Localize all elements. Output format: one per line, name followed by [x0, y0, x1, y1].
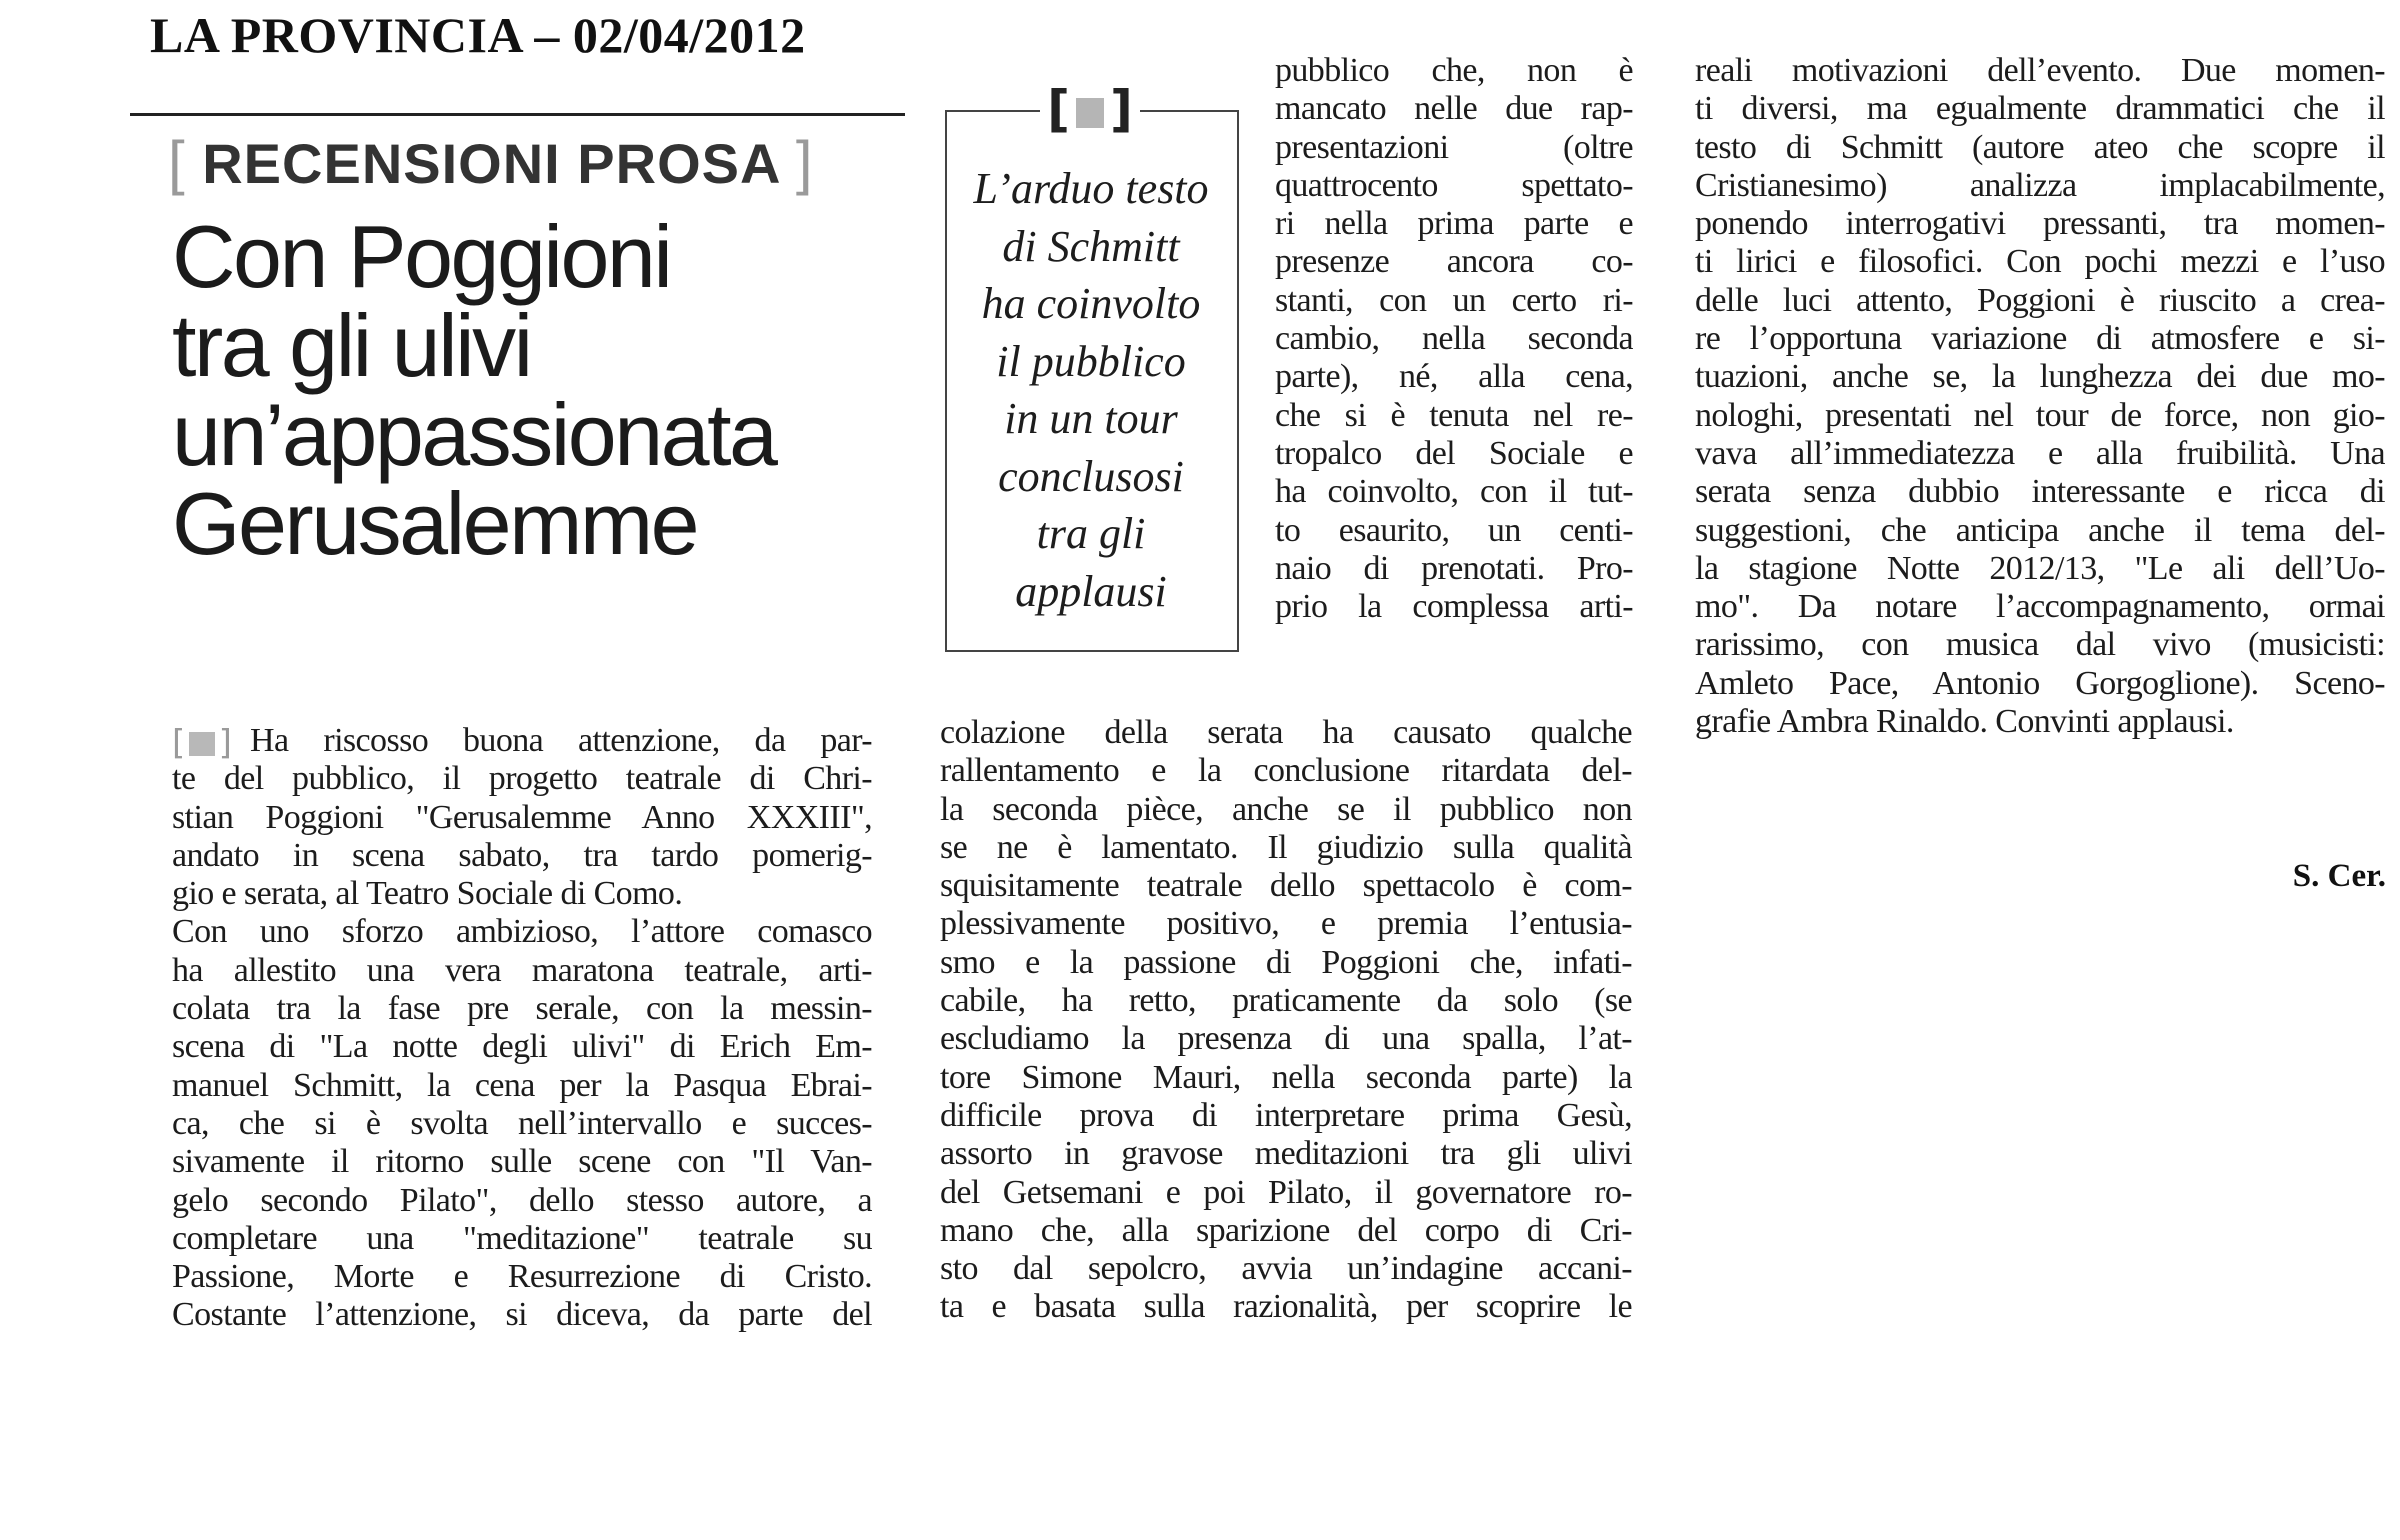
pull-quote-line: applausi — [1015, 566, 1167, 616]
pull-quote-line: conclusosi — [998, 451, 1184, 501]
column-line: stanti, con un certo ri- — [1275, 281, 1633, 319]
author-signature: S. Cer. — [2292, 858, 2386, 894]
column-line: serata senza dubbio interessante e ricca di — [1695, 473, 2385, 511]
column-line: escludiamo la presenza di una spalla, l’at- — [940, 1020, 1632, 1058]
column-line: reali motivazioni dell’evento. Due momen- — [1695, 52, 2385, 89]
column-line: mo". Da notare l’accompagnamento, ormai — [1695, 588, 2385, 626]
pull-quote-line: ha coinvolto — [981, 279, 1201, 328]
section-open-bracket: [ — [168, 129, 186, 196]
column-line: difficile prova di interpretare prima Gesù, — [940, 1096, 1632, 1134]
headline-line: un’appassionata — [172, 385, 776, 484]
column-line: cabile, ha retto, praticamente da solo (se — [940, 982, 1632, 1020]
article-column-2-bottom — [940, 714, 1632, 1327]
headline-line: Gerusalemme — [172, 474, 698, 573]
column-line: Cristianesimo) analizza implacabilmente, — [1695, 166, 2385, 204]
column-line: gelo secondo Pilato", dello stesso autore, a — [172, 1181, 872, 1219]
column-line: testo di Schmitt (autore ateo che scopre il — [1695, 128, 2385, 166]
column-line: Amleto Pace, Antonio Gorgoglione). Sceno- — [1695, 664, 2385, 702]
column-line: Costante l’attenzione, si diceva, da parte del — [172, 1296, 872, 1334]
article-column-3 — [1695, 52, 2385, 741]
column-line: che si è tenuta nel re- — [1275, 396, 1633, 434]
column-line: la seconda pièce, anche se il pubblico non — [940, 790, 1632, 828]
section-close-bracket: ] — [795, 129, 814, 196]
column-line: presentazioni (oltre — [1275, 128, 1633, 166]
column-line: se ne è lamentato. Il giudizio sulla qualità — [940, 828, 1632, 866]
column-line: ri nella prima parte e — [1275, 205, 1633, 243]
pull-quote-text — [955, 160, 1227, 620]
column-line: sivamente il ritorno sulle scene con "Il Van- — [172, 1143, 872, 1181]
column-line — [172, 722, 872, 760]
column-line: mano che, alla sparizione del corpo di Cri- — [940, 1211, 1632, 1249]
pull-quote-line: il pubblico — [996, 336, 1186, 386]
column-line: colata tra la fase pre serale, con la messin- — [172, 990, 872, 1028]
column-line: del Getsemani e poi Pilato, il governatore ro- — [940, 1173, 1632, 1211]
pull-quote-line: in un tour — [1004, 394, 1178, 443]
column-line: quattrocento spettato- — [1275, 166, 1633, 204]
column-line: pubblico che, non è — [1275, 52, 1633, 89]
column-line: suggestioni, che anticipa anche il tema del- — [1695, 511, 2385, 549]
column-line: ti diversi, ma egualmente drammatici che il — [1695, 90, 2385, 128]
column-line: delle luci attento, Poggioni è riuscito a crea- — [1695, 281, 2385, 319]
column-line: plessivamente positivo, e premia l’entusia- — [940, 905, 1632, 943]
column-line: ha allestito una vera maratona teatrale, arti- — [172, 951, 872, 989]
section-label-text: RECENSIONI PROSA — [202, 132, 780, 195]
column-line: prio la complessa arti- — [1275, 588, 1633, 626]
article-column-1 — [172, 722, 872, 1335]
column-line: te del pubblico, il progetto teatrale di Chri- — [172, 760, 872, 798]
article-column-2-top — [1275, 52, 1633, 626]
column-line: assorto in gravose meditazioni tra gli ulivi — [940, 1135, 1632, 1173]
column-line: la stagione Notte 2012/13, "Le ali dell’Uo- — [1695, 549, 2385, 587]
pull-quote-line: di Schmitt — [1002, 221, 1180, 271]
column-line: rallentamento e la conclusione ritardata del- — [940, 752, 1632, 790]
pull-quote-line: L’arduo testo — [973, 164, 1209, 213]
column-line: presenze ancora co- — [1275, 243, 1633, 281]
column-line: gio e serata, al Teatro Sociale di Como. — [172, 875, 683, 913]
column-line: rarissimo, con musica dal vivo (musicisti: — [1695, 626, 2385, 664]
column-line: cambio, nella seconda — [1275, 320, 1633, 358]
column-line: grafie Ambra Rinaldo. Convinti applausi. — [1695, 703, 2234, 741]
pull-quote-rule-left — [945, 110, 1040, 112]
column-line: vava all’immediatezza e alla fruibilità. Una — [1695, 434, 2385, 472]
column-line: ta e basata sulla razionalità, per scoprire le — [940, 1288, 1632, 1326]
column-line: Passione, Morte e Resurrezione di Cristo. — [172, 1258, 872, 1296]
column-line: Con uno sforzo ambizioso, l’attore comasco — [172, 913, 872, 951]
section-label — [168, 128, 814, 197]
column-line: tropalco del Sociale e — [1275, 434, 1633, 472]
lead-bracket-icon: [ ] — [172, 723, 232, 761]
column-line: colazione della serata ha causato qualche — [940, 714, 1632, 751]
column-line: ponendo interrogativi pressanti, tra momen- — [1695, 205, 2385, 243]
column-line: sto dal sepolcro, avvia un’indagine accani- — [940, 1250, 1632, 1288]
headline-line: tra gli ulivi — [172, 296, 531, 395]
column-line: completare una "meditazione" teatrale su — [172, 1219, 872, 1257]
column-line: parte), né, alla cena, — [1275, 358, 1633, 396]
column-line-text: Ha riscosso buona attenzione, da par- — [250, 722, 872, 759]
article-headline — [172, 207, 892, 573]
column-line: andato in scena sabato, tra tardo pomerig- — [172, 836, 872, 874]
column-line: scena di "La notte degli ulivi" di Erich Em- — [172, 1028, 872, 1066]
column-line: nologhi, presentati nel tour de force, non gio- — [1695, 396, 2385, 434]
headline-line: Con Poggioni — [172, 207, 671, 306]
column-line: ca, che si è svolta nell’intervallo e succes- — [172, 1104, 872, 1142]
column-line: stian Poggioni "Gerusalemme Anno XXXIII", — [172, 798, 872, 836]
column-line: mancato nelle due rap- — [1275, 90, 1633, 128]
pull-quote-bracket-icon: [ ] — [1047, 80, 1133, 138]
column-line: ti lirici e filosofici. Con pochi mezzi e l’uso — [1695, 243, 2385, 281]
column-line: tore Simone Mauri, nella seconda parte) la — [940, 1058, 1632, 1096]
newspaper-masthead: LA PROVINCIA – 02/04/2012 — [150, 7, 806, 63]
column-line: manuel Schmitt, la cena per la Pasqua Ebrai- — [172, 1066, 872, 1104]
column-line: squisitamente teatrale dello spettacolo è com- — [940, 867, 1632, 905]
masthead-rule — [130, 113, 905, 116]
pull-quote-rule-right — [1140, 110, 1237, 112]
column-line: re l’opportuna variazione di atmosfere e si- — [1695, 320, 2385, 358]
column-line: to esaurito, un centi- — [1275, 511, 1633, 549]
column-line: tuazioni, anche se, la lunghezza dei due mo- — [1695, 358, 2385, 396]
column-line: naio di prenotati. Pro- — [1275, 549, 1633, 587]
column-line: ha coinvolto, con il tut- — [1275, 473, 1633, 511]
column-line: smo e la passione di Poggioni che, infati- — [940, 943, 1632, 981]
pull-quote-line: tra gli — [1036, 509, 1146, 558]
